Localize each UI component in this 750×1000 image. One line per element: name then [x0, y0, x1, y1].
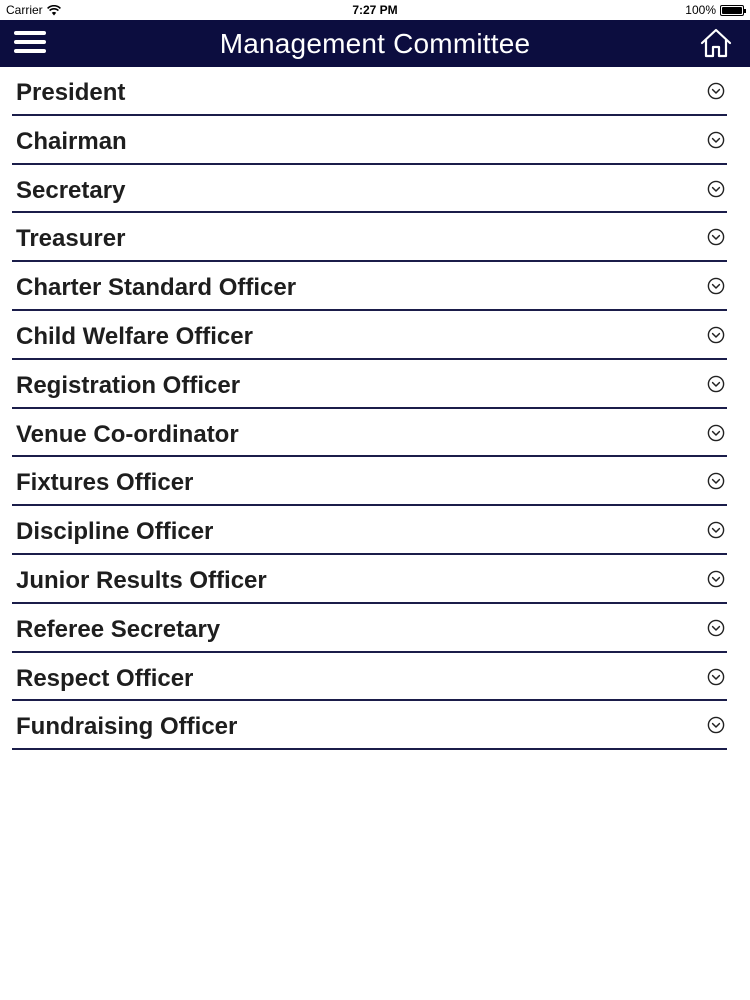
- menu-button[interactable]: [14, 31, 46, 55]
- list-item[interactable]: [12, 653, 727, 702]
- chevron-down-icon[interactable]: [707, 180, 725, 198]
- list-item-label: Fundraising Officer: [16, 713, 238, 741]
- list-item-label: Charter Standard Officer: [16, 274, 297, 302]
- chevron-down-icon[interactable]: [707, 424, 725, 442]
- chevron-down-icon[interactable]: [707, 277, 725, 295]
- list-item[interactable]: [12, 457, 727, 506]
- list-item-label: President: [16, 79, 126, 106]
- list-item-label: Treasurer: [16, 225, 126, 253]
- chevron-down-icon[interactable]: [707, 619, 725, 637]
- list-item[interactable]: [12, 116, 727, 165]
- hamburger-menu-icon-bar: [14, 40, 46, 44]
- list-item[interactable]: [12, 67, 727, 116]
- list-item[interactable]: [12, 311, 727, 360]
- chevron-down-icon[interactable]: [707, 521, 725, 539]
- list-item-label: Child Welfare Officer: [16, 322, 253, 350]
- list-item[interactable]: [12, 506, 727, 555]
- battery-icon: [720, 5, 744, 16]
- list-item[interactable]: [12, 360, 727, 409]
- status-right: [685, 3, 744, 17]
- battery-percent: 100%: [685, 3, 716, 17]
- chevron-down-icon[interactable]: [707, 82, 725, 100]
- list-item[interactable]: [12, 555, 727, 604]
- chevron-down-icon[interactable]: [707, 668, 725, 686]
- chevron-down-icon[interactable]: [707, 375, 725, 393]
- list-item[interactable]: [12, 604, 727, 653]
- home-icon: [700, 28, 732, 58]
- list-item-label: Secretary: [16, 176, 126, 204]
- list-item[interactable]: [12, 701, 727, 750]
- list-item-label: Venue Co-ordinator: [16, 420, 239, 448]
- home-button[interactable]: [700, 28, 732, 58]
- list-item[interactable]: [12, 213, 727, 262]
- chevron-down-icon[interactable]: [707, 472, 725, 490]
- page-title: Management Committee: [219, 28, 531, 59]
- hamburger-menu-icon-bar: [14, 31, 46, 35]
- list-item-label: Chairman: [16, 127, 127, 155]
- list-item[interactable]: [12, 165, 727, 214]
- battery-fill: [722, 7, 742, 14]
- chevron-down-icon[interactable]: [707, 228, 725, 246]
- committee-list: [12, 67, 727, 750]
- chevron-down-icon[interactable]: [707, 716, 725, 734]
- chevron-down-icon[interactable]: [707, 326, 725, 344]
- list-item-label: Registration Officer: [16, 371, 241, 399]
- list-item-label: Referee Secretary: [16, 615, 221, 643]
- list-item-label: Junior Results Officer: [16, 566, 267, 594]
- list-item[interactable]: [12, 262, 727, 311]
- hamburger-menu-icon-bar: [14, 49, 46, 53]
- list-item-label: Discipline Officer: [16, 518, 214, 546]
- navigation-bar: [0, 20, 750, 67]
- carrier-label: Carrier: [6, 3, 43, 17]
- chevron-down-icon[interactable]: [707, 131, 725, 149]
- list-item-label: Respect Officer: [16, 664, 194, 692]
- status-time: 7:27 PM: [352, 3, 398, 17]
- list-item[interactable]: [12, 409, 727, 458]
- chevron-down-icon[interactable]: [707, 570, 725, 588]
- status-bar: [0, 0, 750, 20]
- list-item-label: Fixtures Officer: [16, 469, 194, 497]
